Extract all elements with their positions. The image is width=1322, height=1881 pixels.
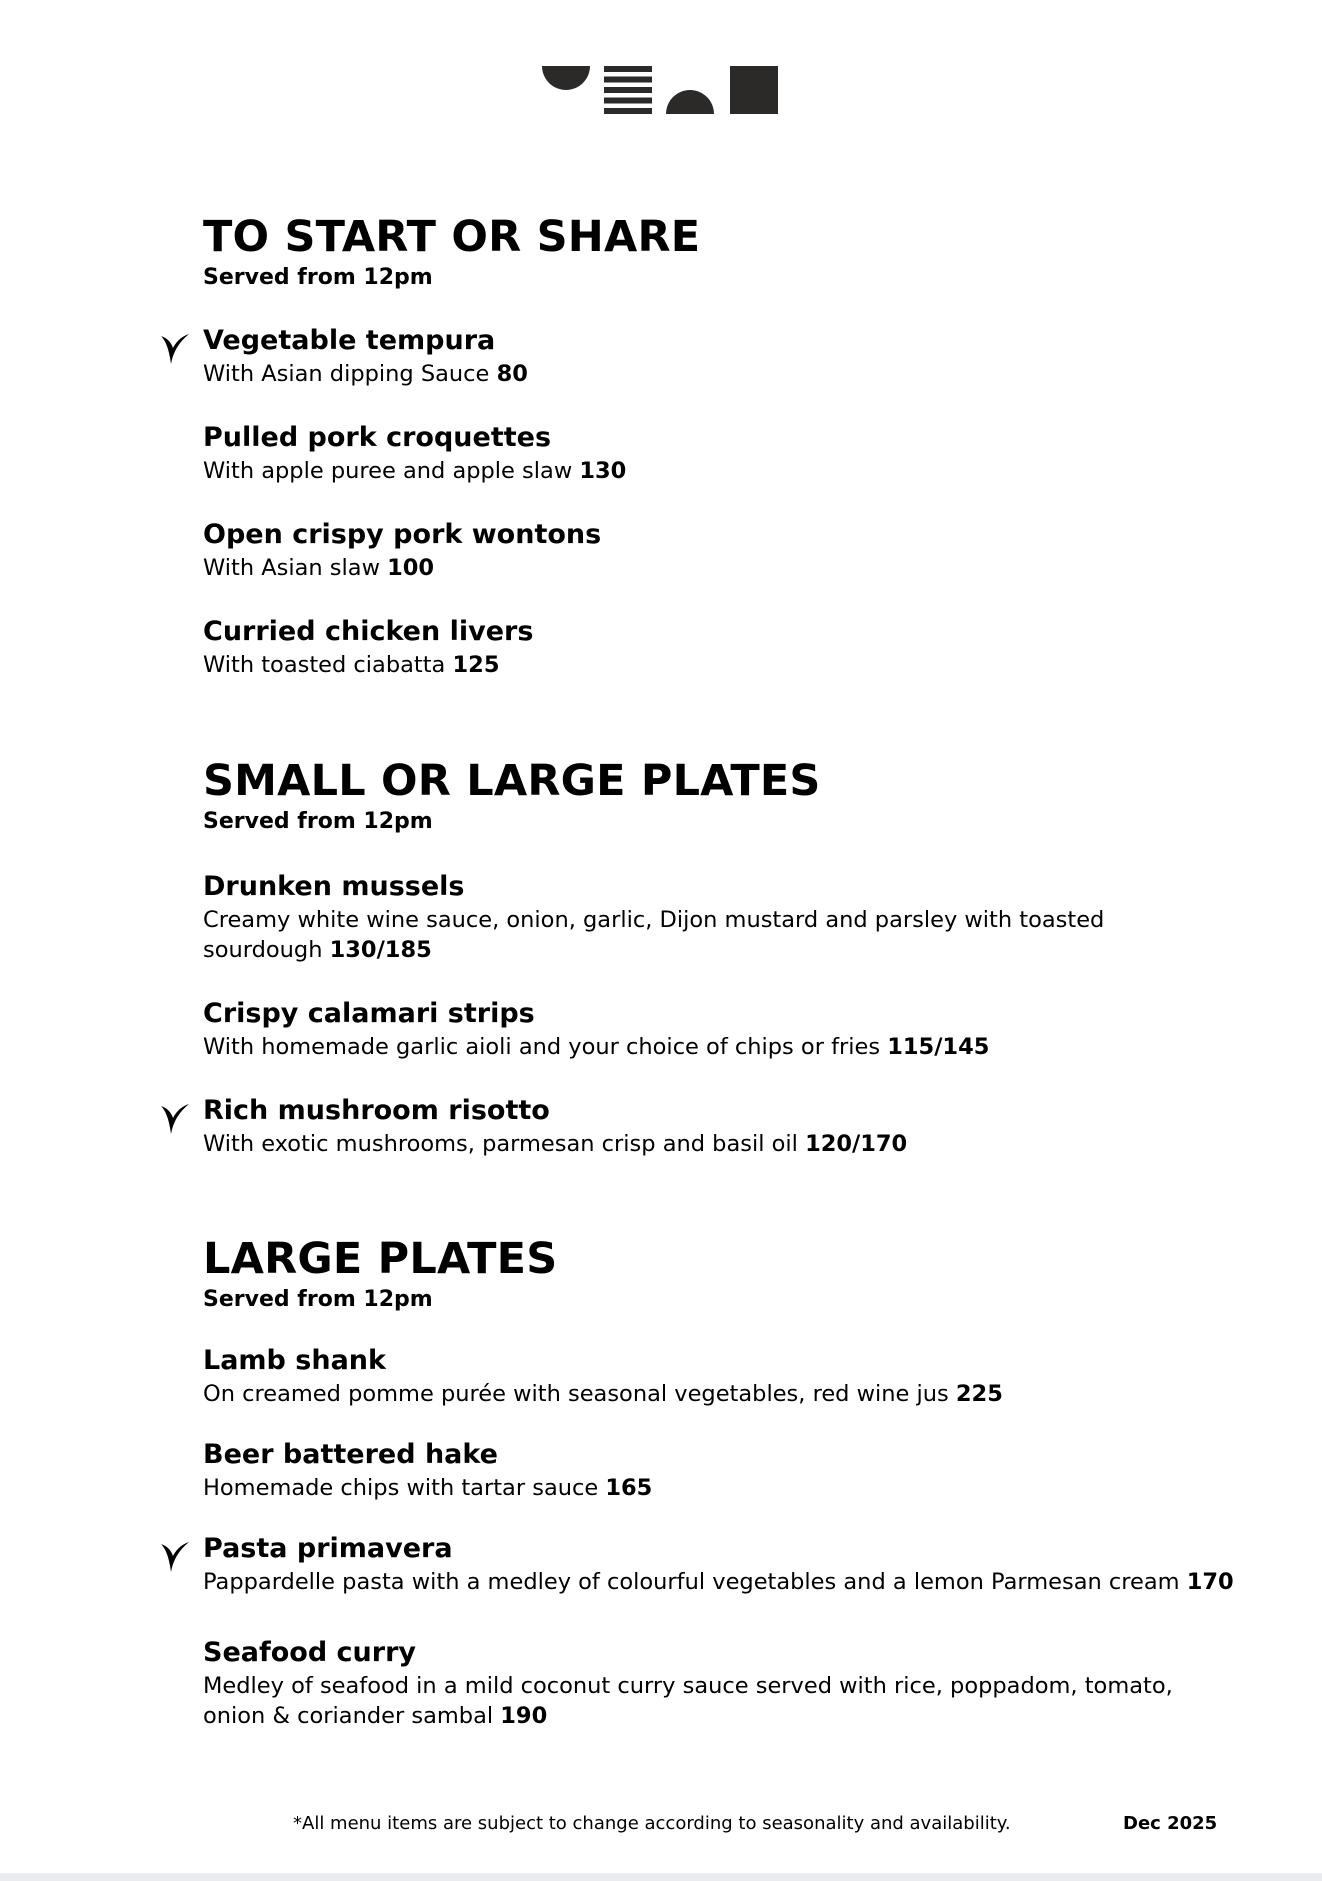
menu-item-rich-mushroom-risotto [203, 1094, 1263, 1159]
item-name: Open crispy pork wontons [203, 519, 602, 550]
section-title: LARGE PLATES [203, 1234, 558, 1284]
item-name: Vegetable tempura [203, 325, 496, 356]
section-title: TO START OR SHARE [203, 212, 701, 262]
item-price: 130/185 [329, 937, 432, 963]
menu-item-vegetable-tempura [203, 324, 1263, 389]
item-description: With toasted ciabatta [203, 652, 446, 678]
item-price: 165 [605, 1475, 653, 1501]
section-subtitle: Served from 12pm [203, 809, 433, 834]
item-description: On creamed pomme purée with seasonal vegetables, red wine jus [203, 1381, 949, 1407]
section-large-plates [203, 1234, 1263, 1314]
item-name: Curried chicken livers [203, 616, 534, 647]
item-price: 225 [955, 1381, 1003, 1407]
menu-item-beer-battered-hake [203, 1438, 1263, 1503]
leaf-icon [159, 1100, 193, 1138]
menu-item-drunken-mussels [203, 870, 1263, 965]
menu-item-curried-chicken-livers [203, 615, 1263, 680]
menu-item-seafood-curry [203, 1636, 1263, 1731]
section-to-start-or-share [203, 212, 1263, 292]
item-price: 170 [1186, 1569, 1234, 1595]
item-name: Crispy calamari strips [203, 998, 535, 1029]
section-subtitle: Served from 12pm [203, 265, 433, 290]
item-name: Beer battered hake [203, 1439, 498, 1470]
section-small-or-large-plates [203, 756, 1263, 836]
item-description-line-1: Creamy white wine sauce, onion, garlic, Dijon mustard and parsley with toasted [203, 907, 1105, 933]
item-description-line-1: Medley of seafood in a mild coconut curry sauce served with rice, poppadom, tomato, [203, 1673, 1173, 1699]
menu-item-open-crispy-pork-wontons [203, 518, 1263, 583]
item-price: 120/170 [805, 1131, 908, 1157]
item-price: 130 [579, 458, 627, 484]
section-title: SMALL OR LARGE PLATES [203, 756, 821, 806]
menu-item-lamb-shank [203, 1344, 1263, 1409]
item-price: 80 [496, 361, 528, 387]
item-description: With exotic mushrooms, parmesan crisp and basil oil [203, 1131, 798, 1157]
leaf-icon [159, 1538, 193, 1576]
menu-item-pasta-primavera [203, 1532, 1263, 1597]
item-description: With homemade garlic aioli and your choice of chips or fries [203, 1034, 881, 1060]
page-bottom-edge [0, 1873, 1322, 1881]
item-name: Seafood curry [203, 1637, 417, 1668]
item-name: Rich mushroom risotto [203, 1095, 550, 1126]
menu-item-crispy-calamari-strips [203, 997, 1263, 1062]
item-price: 115/145 [887, 1034, 990, 1060]
menu-item-pulled-pork-croquettes [203, 421, 1263, 486]
item-description-line-2: onion & coriander sambal [203, 1703, 494, 1729]
footer-date: Dec 2025 [1123, 1813, 1218, 1834]
item-name: Drunken mussels [203, 871, 465, 902]
item-name: Pasta primavera [203, 1533, 453, 1564]
item-description: With Asian dipping Sauce [203, 361, 490, 387]
item-price: 100 [387, 555, 435, 581]
item-description: Homemade chips with tartar sauce [203, 1475, 599, 1501]
item-price: 190 [500, 1703, 548, 1729]
restaurant-logo [542, 66, 778, 114]
item-name: Lamb shank [203, 1345, 386, 1376]
item-description: With apple puree and apple slaw [203, 458, 573, 484]
item-name: Pulled pork croquettes [203, 422, 552, 453]
leaf-icon [159, 330, 193, 368]
section-subtitle: Served from 12pm [203, 1287, 433, 1312]
item-price: 125 [452, 652, 500, 678]
item-description: Pappardelle pasta with a medley of colourful vegetables and a lemon Parmesan cream [203, 1569, 1180, 1595]
footer-note: *All menu items are subject to change according to seasonality and availability. [293, 1813, 1011, 1834]
item-description-line-2: sourdough [203, 937, 323, 963]
item-description: With Asian slaw [203, 555, 380, 581]
